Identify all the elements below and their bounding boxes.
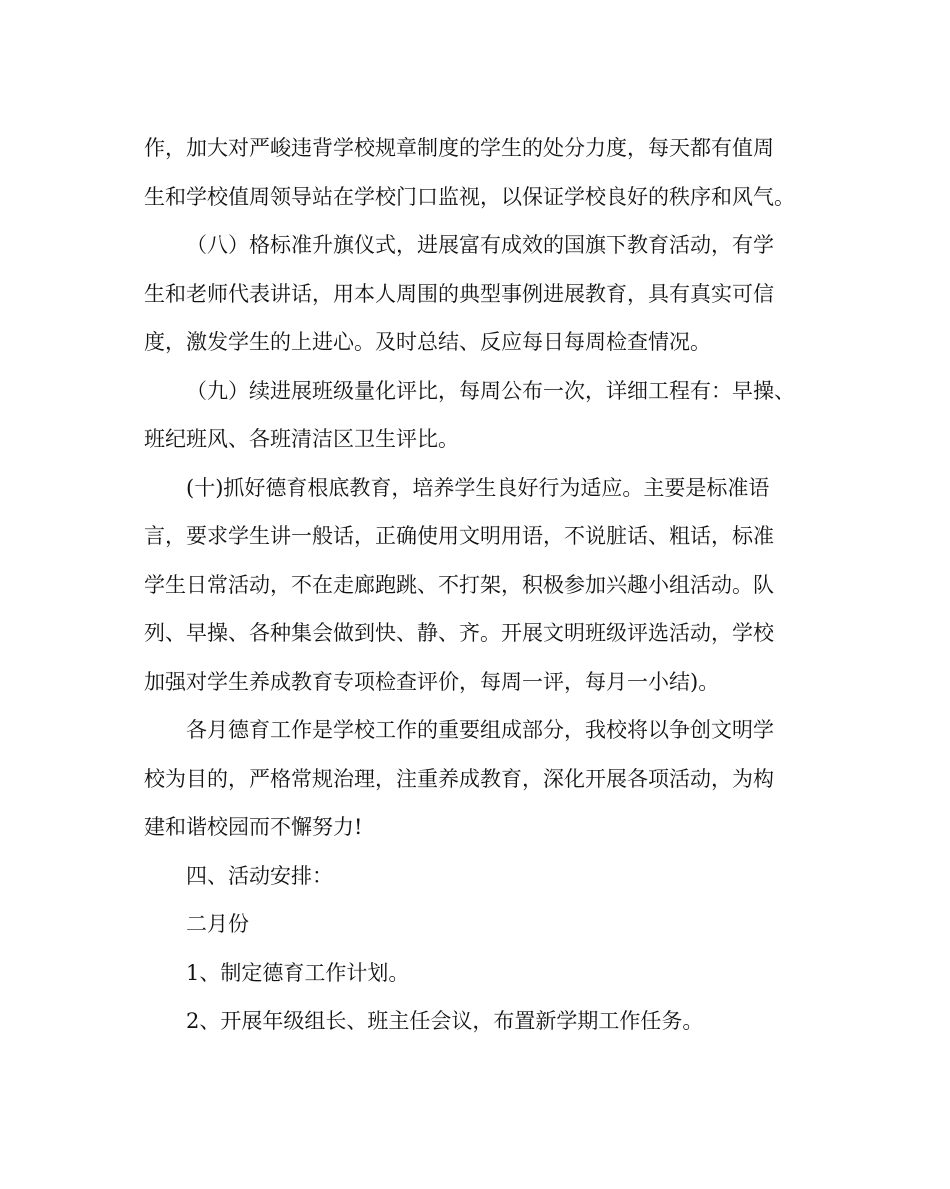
text-line: 作，加大对严峻违背学校规章制度的学生的处分力度，每天都有值周	[144, 136, 774, 160]
text-line: 加强对学生养成教育专项检查评价，每周一评，每月一小结)。	[144, 669, 720, 694]
paragraph	[144, 997, 814, 1046]
text-line: 各月德育工作是学校工作的重要组成部分，我校将以争创文明学	[186, 718, 774, 742]
text-line: （八）格标准升旗仪式，进展富有成效的国旗下教育活动，有学	[186, 233, 774, 257]
text-line: 生和学校值周领导站在学校门口监视，以保证学校良好的秩序和风气。	[144, 184, 795, 209]
text-line: 校为目的，严格常规治理，注重养成教育，深化开展各项活动，为构	[144, 766, 774, 791]
text-line: （九）续进展班级量化评比，每周公布一次，详细工程有：早操、	[186, 378, 795, 403]
text-line: 生和老师代表讲话，用本人周围的典型事例进展教育，具有真实可信	[144, 281, 774, 306]
paragraph	[144, 852, 814, 901]
text-line: 2、开展年级组长、班主任会议，布置新学期工作任务。	[186, 1009, 704, 1033]
paragraph	[144, 367, 814, 464]
paragraph	[144, 900, 814, 949]
text-line: 度，激发学生的上进心。及时总结、反应每日每周检查情况。	[144, 330, 711, 354]
paragraph	[144, 464, 814, 707]
text-line: 1、制定德育工作计划。	[186, 960, 410, 985]
text-line: 建和谐校园而不懈努力!	[144, 815, 363, 839]
text-line: 言，要求学生讲一般话，正确使用文明用语，不说脏话、粗话，标准	[144, 524, 774, 548]
paragraph	[144, 949, 814, 998]
text-line: (十)抓好德育根底教育，培养学生良好行为适应。主要是标准语	[186, 475, 770, 500]
text-line: 班纪班风、各班清洁区卫生评比。	[144, 427, 459, 451]
paragraph	[144, 124, 814, 221]
text-line: 列、早操、各种集会做到快、静、齐。开展文明班级评选活动，学校	[144, 621, 774, 645]
text-line: 学生日常活动，不在走廊跑跳、不打架，积极参加兴趣小组活动。队	[144, 572, 774, 597]
text-line: 二月份	[186, 912, 249, 936]
text-line: 四、活动安排：	[186, 863, 333, 888]
paragraph	[144, 221, 814, 367]
document-body	[144, 124, 814, 1046]
paragraph	[144, 706, 814, 852]
